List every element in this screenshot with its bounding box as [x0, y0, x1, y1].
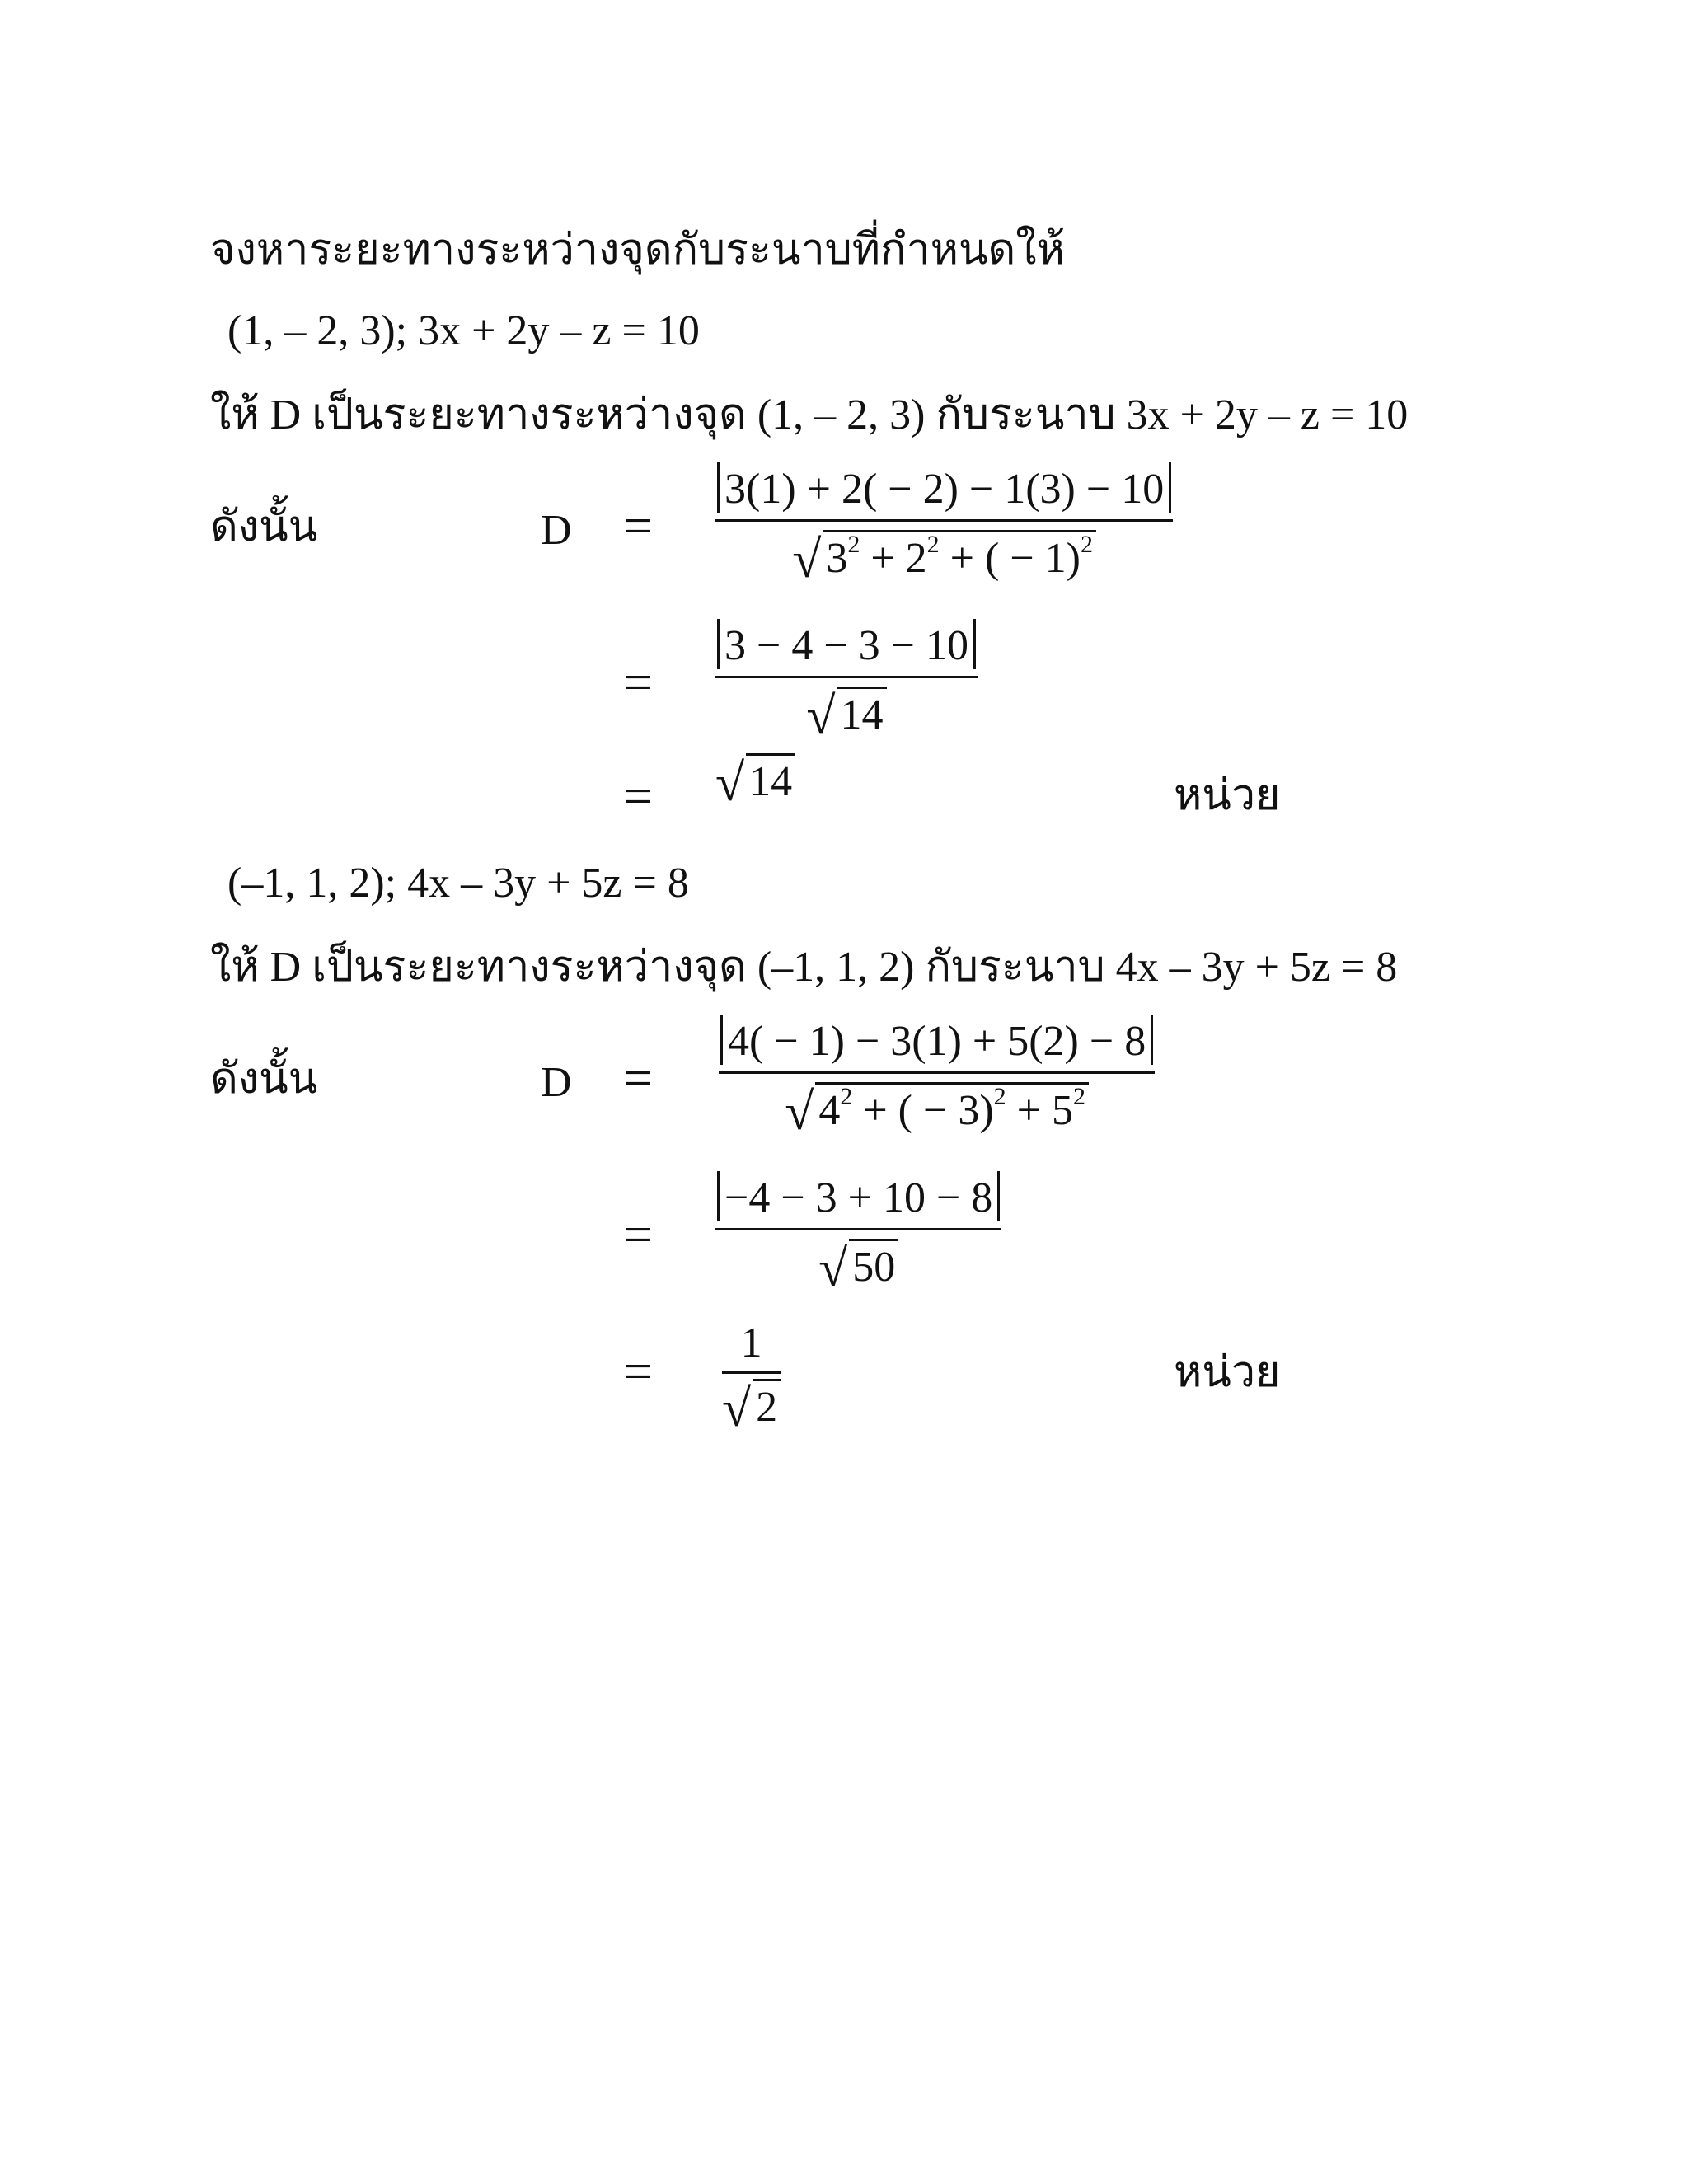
part1-given: (1, – 2, 3); 3x + 2y – z = 10	[227, 307, 700, 354]
part2-unit: หน่วย	[1174, 1349, 1281, 1396]
part1-unit: หน่วย	[1174, 772, 1281, 819]
part2-step1-denominator: √ $4^2$ + ( − $3)^2 + 5^2$	[785, 1082, 1089, 1135]
part2-step3-denominator: √ 2	[722, 1379, 781, 1432]
part2-step1-numerator: 4( − 1) − 3(1) + 5(2) − 8	[720, 1015, 1153, 1065]
part2-given: (–1, 1, 2); 4x – 3y + 5z = 8	[227, 860, 689, 907]
part1-eq-sign-2: =	[623, 653, 654, 711]
part2-therefore: ดังนั้น	[210, 1056, 318, 1103]
part2-step2-fraction	[715, 1174, 1001, 1297]
part2-eq-sign-2: =	[623, 1205, 654, 1263]
part1-step1-numerator: 3(1) + 2( − 2) − 1(3) − 10	[717, 462, 1171, 513]
part2-eq-sign-1: =	[623, 1048, 654, 1107]
part1-step1-fraction	[715, 466, 1173, 588]
part2-step3-numerator: 1	[740, 1319, 762, 1366]
part2-step3-fraction	[722, 1319, 781, 1437]
part2-step1-radical-icon: √	[785, 1082, 814, 1141]
part1-step1-denominator: √ $3^2 + 2^2$ + ( − 1)$^2$	[792, 530, 1096, 583]
part1-step2-numerator: 3 − 4 − 3 − 10	[717, 619, 976, 669]
part1-eq-sign-3: =	[623, 766, 654, 825]
part2-step2-denominator: √ 50	[818, 1239, 898, 1291]
part2-step1-fraction	[719, 1018, 1155, 1141]
part2-intro: ให้ D เป็นระยะทางระหว่างจุด (–1, 1, 2) กับระนาบ 4x – 3y + 5z = 8	[210, 944, 1398, 991]
part2-step3-radical-icon: √	[722, 1379, 752, 1437]
part2-step2-numerator: −4 − 3 + 10 − 8	[717, 1171, 1000, 1221]
part1-step2-radical-icon: √	[806, 687, 836, 745]
part1-step2-denominator: √ 14	[806, 687, 886, 739]
part2-var-d: D	[541, 1059, 572, 1106]
part1-step1-radical-icon: √	[792, 530, 822, 588]
part1-var-d: D	[541, 507, 572, 554]
part1-step2-fraction	[715, 622, 978, 745]
part1-intro: ให้ D เป็นระยะทางระหว่างจุด (1, – 2, 3) กับระนาบ 3x + 2y – z = 10	[210, 391, 1409, 438]
part1-step3-result: √ 14	[715, 753, 795, 806]
part1-eq-sign-1: =	[623, 496, 654, 555]
part1-step3-radical-icon: √	[715, 753, 745, 812]
problem-title: จงหาระยะทางระหว่างจุดกับระนาบที่กำหนดให้	[210, 227, 1065, 274]
part1-therefore: ดังนั้น	[210, 504, 318, 551]
part2-eq-sign-3: =	[623, 1342, 654, 1400]
part2-step2-radical-icon: √	[818, 1239, 848, 1297]
